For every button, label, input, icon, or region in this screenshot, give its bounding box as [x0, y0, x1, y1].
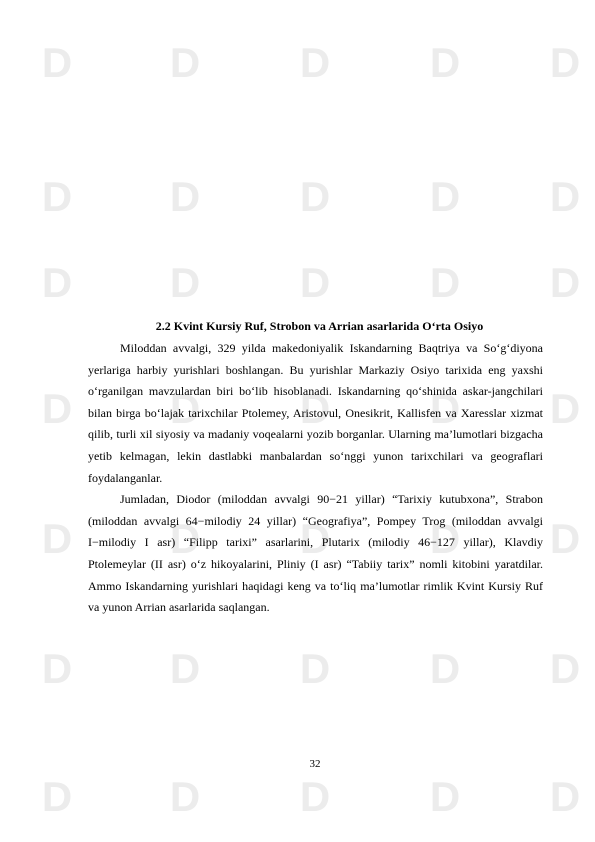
- watermark-tile: [412, 250, 478, 316]
- watermark-tile: [412, 164, 478, 230]
- watermark-tile: [24, 636, 90, 702]
- watermark-glyph: D: [41, 385, 73, 432]
- watermark-tile: [532, 164, 595, 230]
- watermark-glyph: D: [429, 259, 461, 306]
- watermark-tile: [24, 764, 90, 830]
- watermark-glyph: D: [169, 259, 201, 306]
- watermark-glyph: D: [549, 385, 581, 432]
- watermark-glyph: D: [549, 173, 581, 220]
- section-heading: 2.2 Kvint Kursiy Ruf, Strobon va Arrian asarlarida O‘rta Osiyo: [155, 319, 484, 333]
- watermark-tile: [24, 164, 90, 230]
- watermark-tile: [282, 30, 348, 96]
- watermark-glyph: D: [41, 645, 73, 692]
- watermark-glyph: D: [299, 39, 331, 86]
- watermark-tile: [282, 164, 348, 230]
- watermark-tile: [282, 250, 348, 316]
- watermark-glyph: D: [429, 645, 461, 692]
- watermark-tile: [24, 506, 90, 572]
- watermark-glyph: D: [41, 39, 73, 86]
- watermark-glyph: D: [169, 173, 201, 220]
- watermark-glyph: D: [549, 39, 581, 86]
- paragraph-1: Miloddan avvalgi, 329 yilda makedoniyalik Iskandarning Baqtriya va So‘g‘diyona yerlariga harbiy yurishlari boshlangan. Bu yurishlar Markaziy Osiyo tarixida eng yaxshi o‘rganilgan mavzulardan biri bo‘lib hisoblanadi. Iskandarning qo‘shinida askar-jangchilari bilan birga bo‘lajak tarixchilar Ptolemey, Aristovul, Onesikrit, Kallisfen va Xaresslar xizmat qilib, turli xil siyosiy va madaniy voqealarni yozib borganlar. Ularning ma’lumotlari bizgacha yetib kelmagan, lekin dastlabki manbalardan so‘nggi yunon tarixchilari va geograflari foydalanganlar.: [88, 341, 543, 485]
- watermark-glyph: D: [169, 645, 201, 692]
- watermark-tile: [152, 30, 218, 96]
- page-number: 32: [309, 758, 321, 770]
- watermark-glyph: D: [41, 773, 73, 820]
- watermark-glyph: D: [169, 515, 201, 562]
- watermark-tile: [282, 764, 348, 830]
- watermark-tile: [532, 250, 595, 316]
- watermark-glyph: D: [429, 385, 461, 432]
- watermark-tile: [24, 376, 90, 442]
- watermark-tile: [532, 764, 595, 830]
- watermark-glyph: D: [429, 173, 461, 220]
- watermark-glyph: D: [41, 259, 73, 306]
- watermark-tile: [412, 636, 478, 702]
- watermark-glyph: D: [299, 385, 331, 432]
- watermark-glyph: D: [41, 515, 73, 562]
- watermark-glyph: D: [429, 39, 461, 86]
- watermark-glyph: D: [169, 773, 201, 820]
- watermark-glyph: D: [429, 773, 461, 820]
- watermark-glyph: D: [299, 515, 331, 562]
- watermark-glyph: D: [299, 645, 331, 692]
- watermark-glyph: D: [299, 773, 331, 820]
- watermark-glyph: D: [299, 173, 331, 220]
- watermark-glyph: D: [169, 39, 201, 86]
- watermark-glyph: D: [549, 259, 581, 306]
- watermark-glyph: D: [299, 259, 331, 306]
- watermark-glyph: D: [429, 515, 461, 562]
- watermark-tile: [282, 636, 348, 702]
- watermark-tile: [532, 30, 595, 96]
- watermark-tile: [412, 30, 478, 96]
- watermark-tile: [152, 764, 218, 830]
- watermark-glyph: D: [169, 385, 201, 432]
- watermark-tile: [24, 250, 90, 316]
- watermark-glyph: D: [41, 173, 73, 220]
- document-body: [88, 318, 543, 619]
- watermark-tile: [152, 250, 218, 316]
- watermark-glyph: D: [549, 773, 581, 820]
- watermark-tile: [532, 636, 595, 702]
- watermark-glyph: D: [549, 645, 581, 692]
- watermark-tile: [412, 764, 478, 830]
- watermark-tile: [152, 164, 218, 230]
- watermark-glyph: D: [549, 515, 581, 562]
- paragraph-2: Jumladan, Diodor (miloddan avvalgi 90−21 yillar) “Tarixiy kutubxona”, Strabon (miloddan avvalgi 64−milodiy 24 yillar) “Geografiya”, Pompey Trog (miloddan avvalgi I−milodiy I asr) “Filipp tarixi” asarlarini, Plutarix (milodiy 46−127 yillar), Klavdiy Ptolemeylar (II asr) o‘z hikoyalarini, Pliniy (I asr) “Tabiiy tarix” nomli kitobini yaratdilar. Ammo Iskandarning yurishlari haqidagi keng va to‘liq ma’lumotlar rimlik Kvint Kursiy Ruf va yunon Arrian asarlarida saqlangan.: [88, 492, 543, 615]
- watermark-tile: [24, 30, 90, 96]
- watermark-tile: [152, 636, 218, 702]
